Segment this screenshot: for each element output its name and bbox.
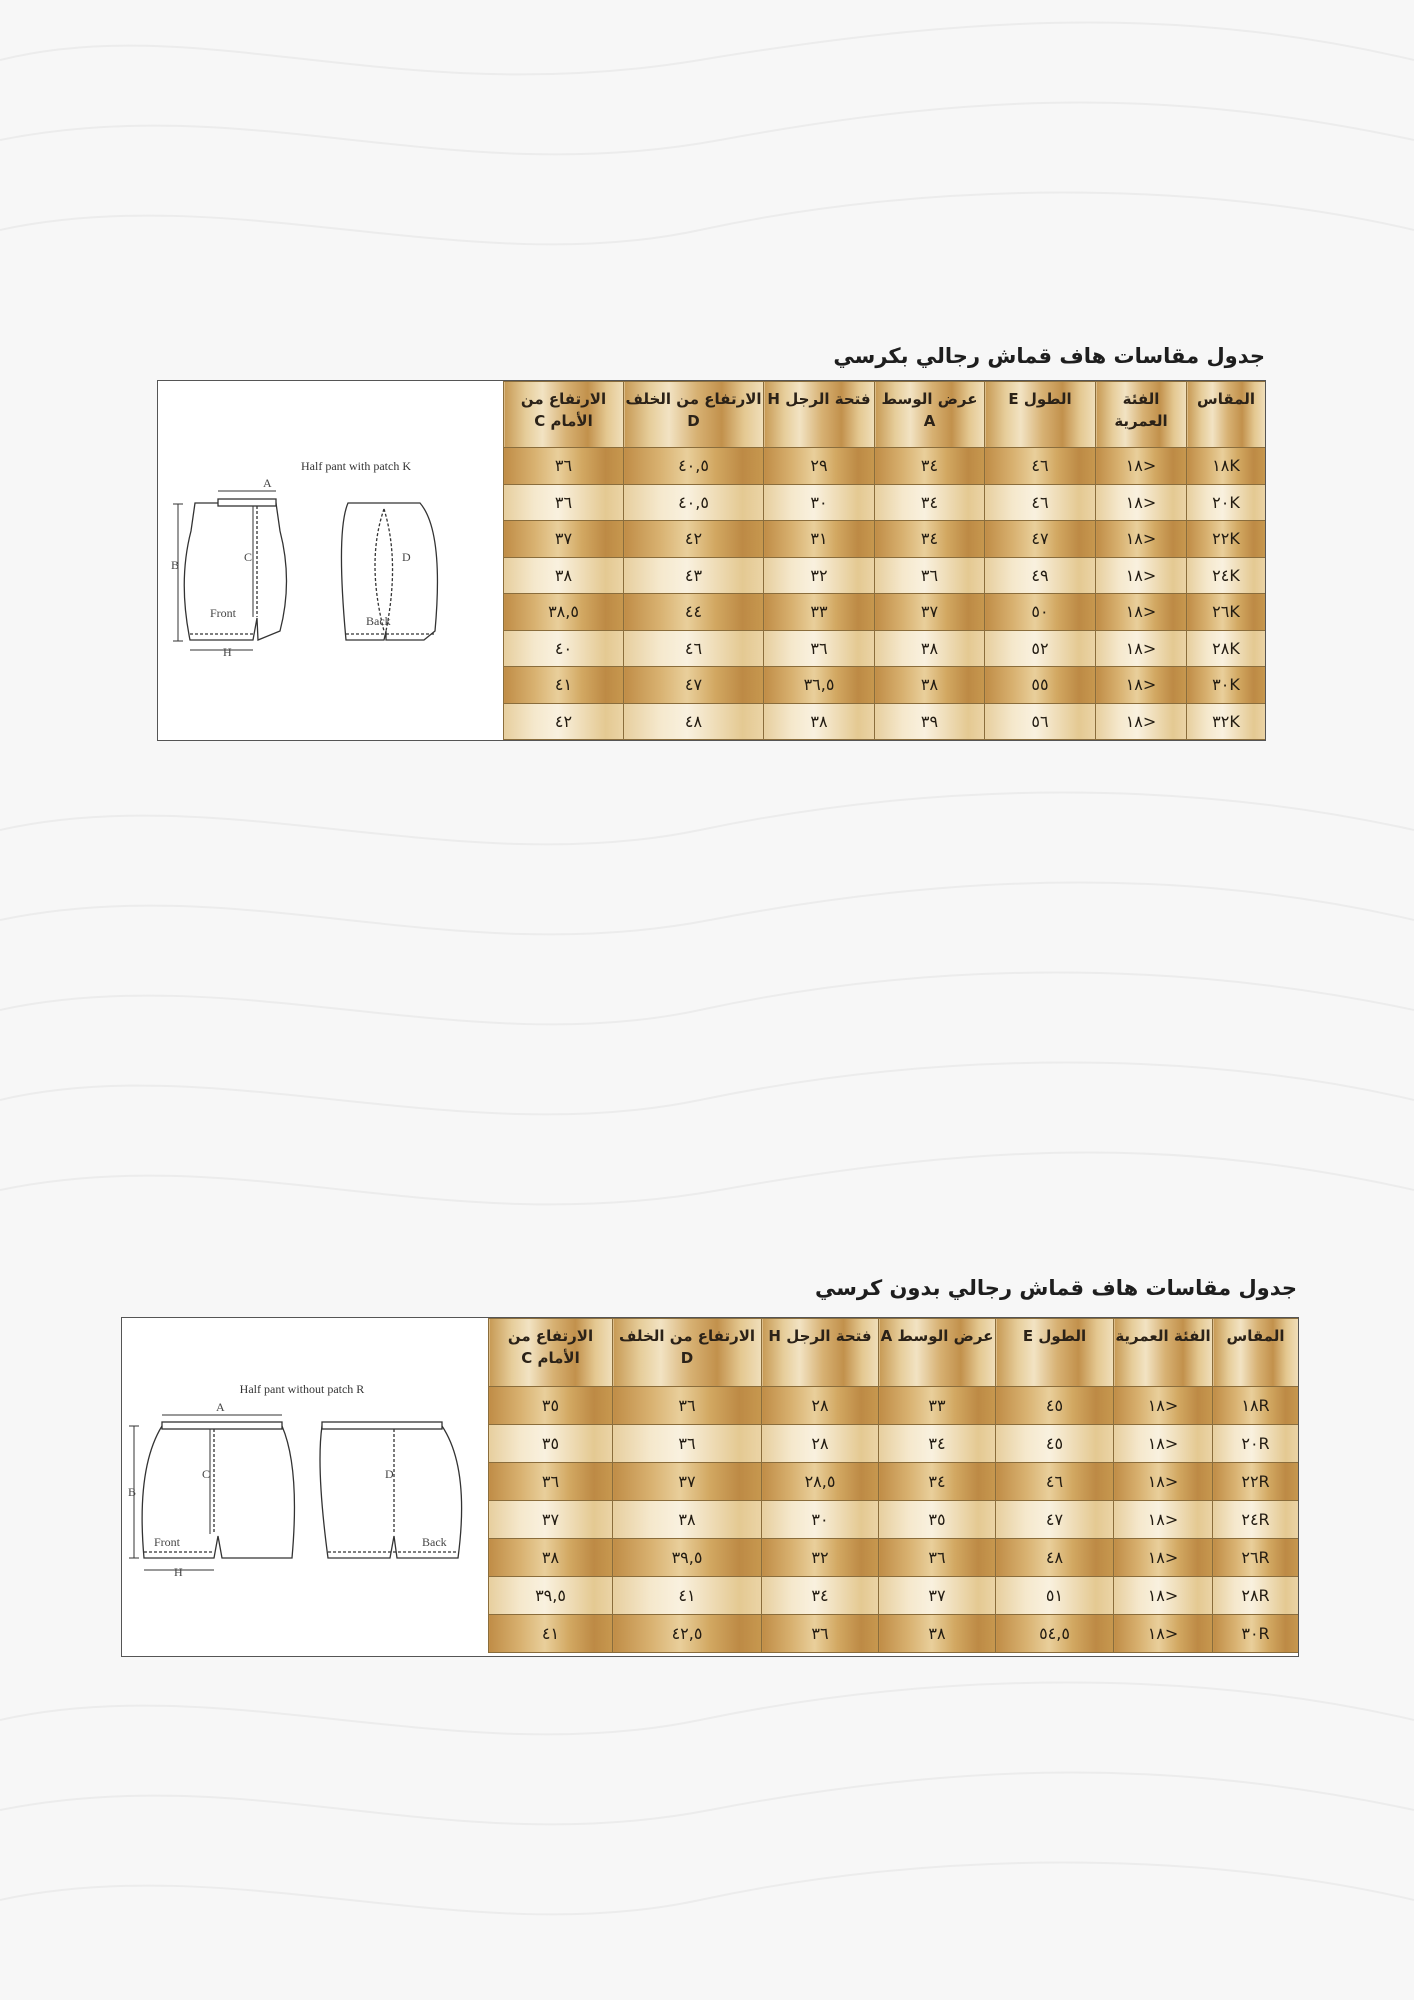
cell-age: <١٨: [1114, 1463, 1213, 1501]
pant-diagram: [158, 381, 503, 740]
cell-leg: ٣٣: [764, 594, 875, 631]
cell-size: ٣٢K: [1187, 703, 1266, 740]
label-c: C: [244, 550, 253, 564]
header-length: الطول E: [996, 1319, 1114, 1387]
cell-length: ٥٦: [985, 703, 1096, 740]
label-d: D: [402, 550, 411, 564]
cell-front-rise: ٣٦: [504, 484, 624, 521]
cell-leg: ٢٨: [762, 1387, 879, 1425]
cell-front-rise: ٣٧: [489, 1501, 613, 1539]
cell-waist: ٣٧: [875, 594, 985, 631]
size-chart-with-patch: [0, 0, 1414, 760]
cell-length: ٤٦: [996, 1463, 1114, 1501]
table-row: [489, 1387, 1299, 1425]
label-b: B: [171, 558, 180, 572]
pant-diagram: [122, 1318, 488, 1656]
header-leg-opening: فتحة الرجل H: [762, 1319, 879, 1387]
cell-waist: ٣٤: [879, 1463, 996, 1501]
cell-waist: ٣٥: [879, 1501, 996, 1539]
size-table: [488, 1318, 1299, 1653]
size-chart-without-patch: [0, 1240, 1414, 1680]
header-age-group: الفئة العمرية: [1114, 1319, 1213, 1387]
cell-leg: ٣٨: [764, 703, 875, 740]
table-title: جدول مقاسات هاف قماش رجالي بدون كرسي: [815, 1276, 1297, 1300]
header-size: المقاس: [1187, 382, 1266, 448]
cell-size: ٢٢K: [1187, 521, 1266, 558]
cell-length: ٥٥: [985, 667, 1096, 704]
cell-size: ٢٨K: [1187, 630, 1266, 667]
cell-age: <١٨: [1096, 557, 1187, 594]
cell-front-rise: ٣٩,٥: [489, 1577, 613, 1615]
cell-waist: ٣٨: [879, 1615, 996, 1653]
cell-waist: ٣٦: [879, 1539, 996, 1577]
cell-waist: ٣٨: [875, 667, 985, 704]
cell-back-rise: ٣٧: [613, 1463, 762, 1501]
table-row: [504, 484, 1266, 521]
cell-leg: ٣٢: [764, 557, 875, 594]
cell-back-rise: ٣٦: [613, 1425, 762, 1463]
label-d: D: [385, 1467, 394, 1481]
table-row: [504, 557, 1266, 594]
cell-back-rise: ٣٦: [613, 1387, 762, 1425]
cell-back-rise: ٤٢,٥: [613, 1615, 762, 1653]
header-front-rise: الارتفاع من الأمام C: [489, 1319, 613, 1387]
cell-leg: ٢٩: [764, 448, 875, 485]
label-h: H: [174, 1565, 183, 1579]
table-row: [489, 1463, 1299, 1501]
header-back-rise: الارتفاع من الخلف D: [613, 1319, 762, 1387]
table-row: [489, 1539, 1299, 1577]
label-a: A: [216, 1400, 225, 1414]
cell-leg: ٣٠: [762, 1501, 879, 1539]
header-back-rise: الارتفاع من الخلف D: [624, 382, 764, 448]
cell-length: ٤٨: [996, 1539, 1114, 1577]
cell-back-rise: ٤٠,٥: [624, 484, 764, 521]
cell-age: <١٨: [1114, 1387, 1213, 1425]
table-row: [504, 667, 1266, 704]
table-row: [489, 1501, 1299, 1539]
cell-age: <١٨: [1114, 1425, 1213, 1463]
cell-age: <١٨: [1096, 594, 1187, 631]
chart-panel: [121, 1317, 1299, 1657]
table-row: [504, 448, 1266, 485]
header-waist: عرض الوسط A: [875, 382, 985, 448]
cell-size: ٢٦R: [1213, 1539, 1299, 1577]
label-b: B: [128, 1485, 137, 1499]
cell-back-rise: ٣٩,٥: [613, 1539, 762, 1577]
cell-size: ١٨R: [1213, 1387, 1299, 1425]
cell-leg: ٣٦: [764, 630, 875, 667]
cell-waist: ٣٤: [875, 484, 985, 521]
cell-front-rise: ٣٦: [504, 448, 624, 485]
cell-front-rise: ٣٨: [489, 1539, 613, 1577]
diagram-caption: Half pant without patch R: [239, 1382, 365, 1396]
cell-back-rise: ٤٦: [624, 630, 764, 667]
cell-waist: ٣٦: [875, 557, 985, 594]
cell-length: ٤٦: [985, 448, 1096, 485]
cell-waist: ٣٨: [875, 630, 985, 667]
cell-age: <١٨: [1096, 448, 1187, 485]
table-row: [504, 703, 1266, 740]
cell-size: ٣٠K: [1187, 667, 1266, 704]
cell-front-rise: ٣٨,٥: [504, 594, 624, 631]
cell-age: <١٨: [1096, 703, 1187, 740]
table-row: [489, 1577, 1299, 1615]
cell-front-rise: ٣٥: [489, 1387, 613, 1425]
cell-leg: ٣٦: [762, 1615, 879, 1653]
front-label: Front: [154, 1535, 181, 1549]
cell-waist: ٣٤: [879, 1425, 996, 1463]
cell-size: ٢٢R: [1213, 1463, 1299, 1501]
cell-length: ٤٦: [985, 484, 1096, 521]
cell-length: ٤٧: [985, 521, 1096, 558]
label-c: C: [202, 1467, 211, 1481]
cell-length: ٤٧: [996, 1501, 1114, 1539]
cell-front-rise: ٣٨: [504, 557, 624, 594]
cell-back-rise: ٤٣: [624, 557, 764, 594]
cell-length: ٤٥: [996, 1425, 1114, 1463]
cell-length: ٥٤,٥: [996, 1615, 1114, 1653]
cell-size: ٢٤R: [1213, 1501, 1299, 1539]
cell-back-rise: ٤٢: [624, 521, 764, 558]
cell-length: ٤٥: [996, 1387, 1114, 1425]
label-a: A: [263, 476, 272, 490]
cell-age: <١٨: [1096, 521, 1187, 558]
cell-length: ٥١: [996, 1577, 1114, 1615]
cell-back-rise: ٤٧: [624, 667, 764, 704]
header-age-group: الفئة العمرية: [1096, 382, 1187, 448]
cell-leg: ٣٢: [762, 1539, 879, 1577]
header-leg-opening: فتحة الرجل H: [764, 382, 875, 448]
cell-waist: ٣٤: [875, 521, 985, 558]
table-title: جدول مقاسات هاف قماش رجالي بكرسي: [833, 344, 1265, 368]
cell-leg: ٣٠: [764, 484, 875, 521]
header-waist: عرض الوسط A: [879, 1319, 996, 1387]
cell-age: <١٨: [1114, 1577, 1213, 1615]
cell-back-rise: ٤٤: [624, 594, 764, 631]
table-row: [504, 521, 1266, 558]
cell-back-rise: ٤١: [613, 1577, 762, 1615]
cell-leg: ٣١: [764, 521, 875, 558]
cell-leg: ٣٤: [762, 1577, 879, 1615]
cell-age: <١٨: [1096, 630, 1187, 667]
cell-leg: ٢٨: [762, 1425, 879, 1463]
header-length: الطول E: [985, 382, 1096, 448]
cell-age: <١٨: [1096, 484, 1187, 521]
cell-size: ٢٦K: [1187, 594, 1266, 631]
diagram-caption: Half pant with patch K: [301, 459, 411, 473]
back-label: Back: [422, 1535, 447, 1549]
cell-age: <١٨: [1096, 667, 1187, 704]
cell-front-rise: ٣٧: [504, 521, 624, 558]
header-size: المقاس: [1213, 1319, 1299, 1387]
size-table: [503, 381, 1266, 740]
cell-waist: ٣٤: [875, 448, 985, 485]
cell-front-rise: ٤١: [489, 1615, 613, 1653]
cell-back-rise: ٤٠,٥: [624, 448, 764, 485]
cell-front-rise: ٣٦: [489, 1463, 613, 1501]
cell-back-rise: ٤٨: [624, 703, 764, 740]
cell-length: ٤٩: [985, 557, 1096, 594]
cell-size: ٣٠R: [1213, 1615, 1299, 1653]
table-header-row: [489, 1319, 1299, 1387]
label-h: H: [223, 645, 232, 659]
cell-front-rise: ٤٠: [504, 630, 624, 667]
chart-panel: [157, 380, 1266, 741]
cell-waist: ٣٣: [879, 1387, 996, 1425]
cell-waist: ٣٧: [879, 1577, 996, 1615]
header-front-rise: الارتفاع من الأمام C: [504, 382, 624, 448]
cell-length: ٥٠: [985, 594, 1096, 631]
front-label: Front: [210, 606, 237, 620]
cell-size: ٢٨R: [1213, 1577, 1299, 1615]
cell-leg: ٣٦,٥: [764, 667, 875, 704]
cell-size: ٢٤K: [1187, 557, 1266, 594]
cell-size: ١٨K: [1187, 448, 1266, 485]
table-row: [504, 594, 1266, 631]
cell-length: ٥٢: [985, 630, 1096, 667]
table-row: [489, 1425, 1299, 1463]
cell-size: ٢٠R: [1213, 1425, 1299, 1463]
table-row: [489, 1615, 1299, 1653]
table-header-row: [504, 382, 1266, 448]
cell-age: <١٨: [1114, 1539, 1213, 1577]
cell-front-rise: ٣٥: [489, 1425, 613, 1463]
cell-age: <١٨: [1114, 1615, 1213, 1653]
cell-size: ٢٠K: [1187, 484, 1266, 521]
cell-front-rise: ٤١: [504, 667, 624, 704]
cell-age: <١٨: [1114, 1501, 1213, 1539]
cell-leg: ٢٨,٥: [762, 1463, 879, 1501]
cell-back-rise: ٣٨: [613, 1501, 762, 1539]
back-label: Back: [366, 614, 391, 628]
cell-waist: ٣٩: [875, 703, 985, 740]
table-row: [504, 630, 1266, 667]
cell-front-rise: ٤٢: [504, 703, 624, 740]
